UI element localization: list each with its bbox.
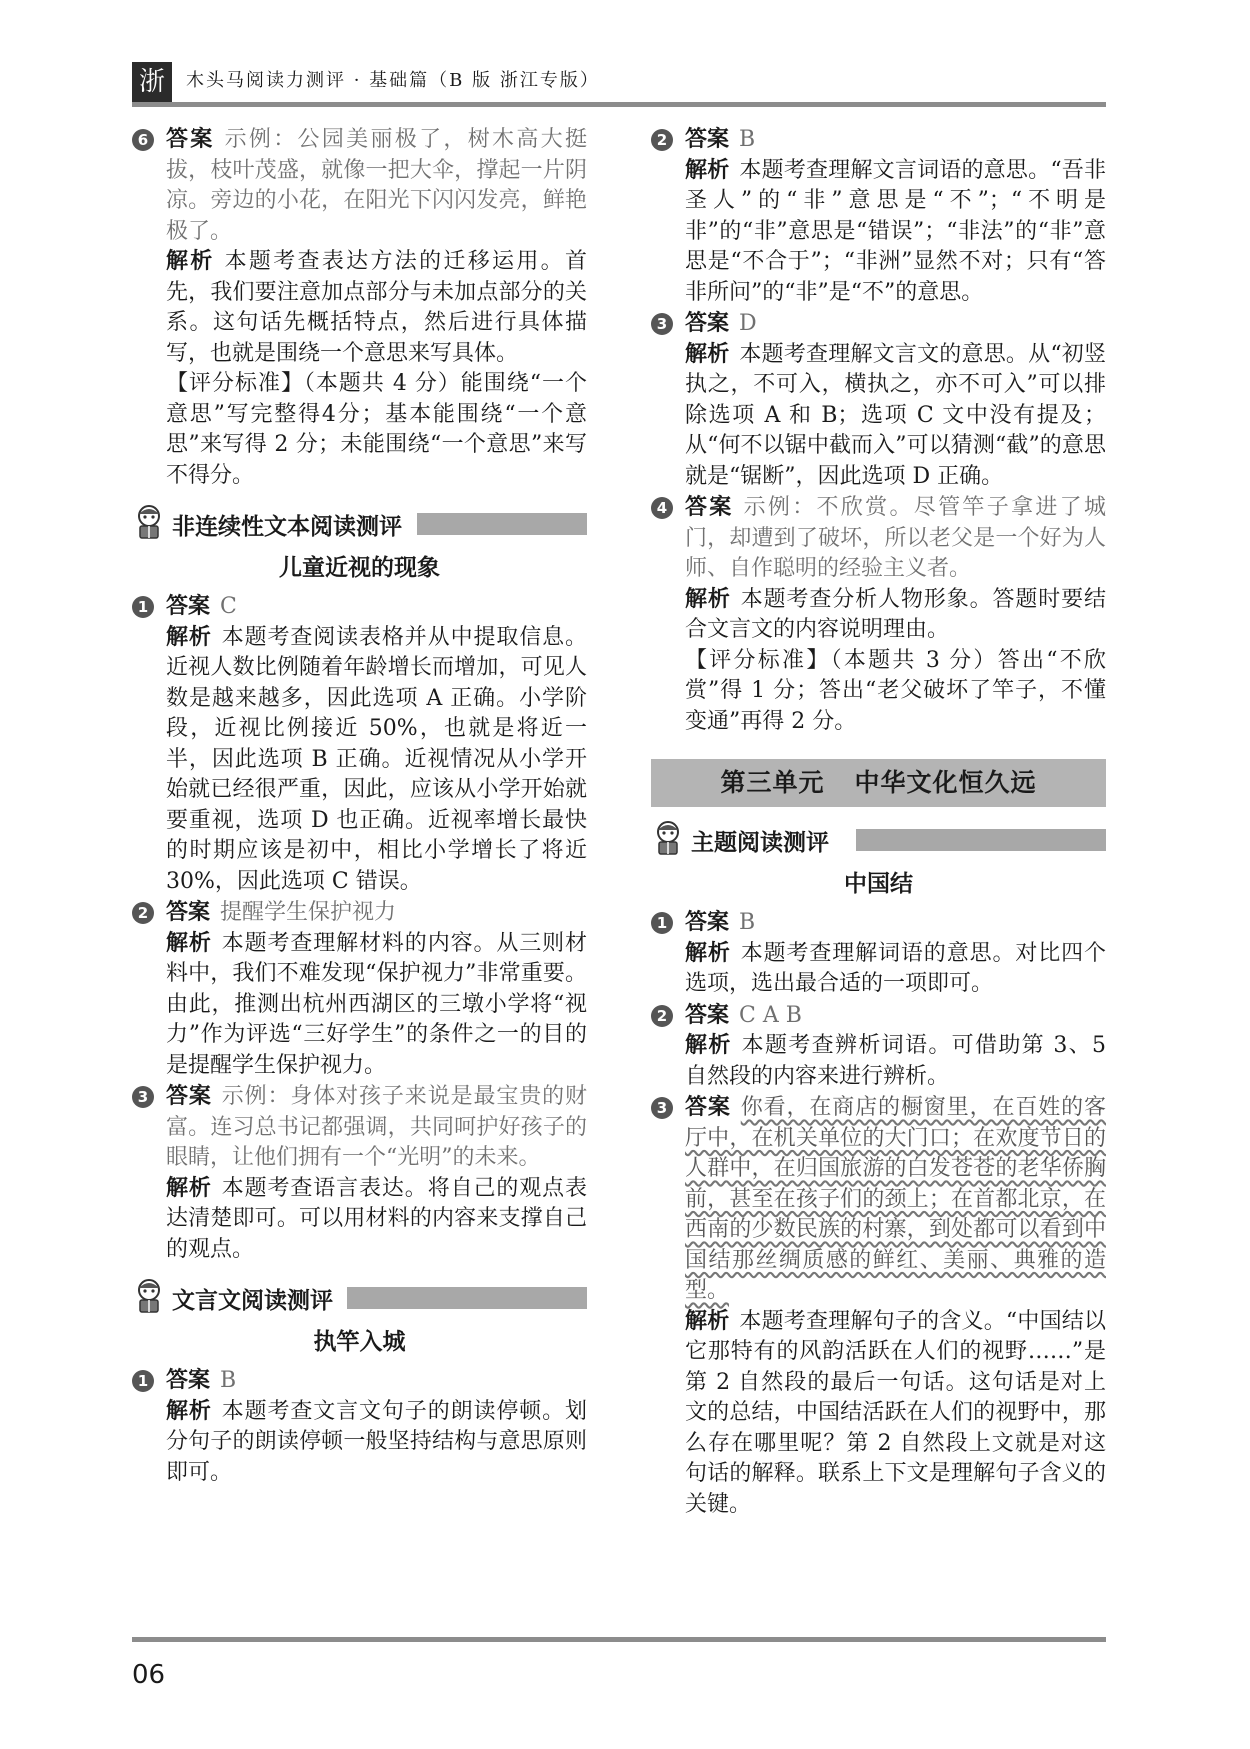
analysis-label: 解析: [685, 157, 730, 183]
answer-label: 答案: [685, 127, 730, 152]
question-3-classical: [651, 309, 1106, 492]
answer-text: 示例：不欣赏。尽管竿子拿进了城门，却遭到了破坏，所以老父是一个好为人师、自作聪明的经验主义者。: [685, 495, 1106, 581]
question-number: 1: [132, 596, 154, 618]
analysis-text: 本题考查理解文言词语的意思。“吾非圣人”的“非”意思是“不”；“不明是非”的“非”意思是“错误”；“非法”的“非”意思是“不合于”；“非洲”显然不对；只有“答非所问”的“非”是“不”的意思。: [685, 157, 1106, 305]
question-4-classical: [651, 493, 1106, 737]
right-column: [651, 125, 1106, 1521]
analysis-label: 解析: [166, 930, 212, 956]
question-number: 1: [651, 912, 673, 934]
article-title: 儿童近视的现象: [279, 555, 440, 581]
question-number: 2: [651, 129, 673, 151]
answer-text: D: [739, 311, 757, 336]
answer-label: 答案: [685, 311, 730, 336]
answer-text: B: [220, 1368, 237, 1393]
question-number: 1: [132, 1370, 154, 1392]
header-rule: [132, 102, 1106, 107]
scoring-criteria: 【评分标准】（本题共 4 分）能围绕“一个意思”写完整得4分；基本能围绕“一个意思”来写得 2 分；未能围绕“一个意思”来写不得分。: [166, 371, 587, 488]
question-6: [132, 125, 587, 491]
student-reading-icon: [132, 505, 166, 541]
answer-label: 答案: [685, 910, 730, 935]
unit-banner: [651, 759, 1106, 807]
analysis-text: 本题考查理解文言文的意思。从“初竖执之，不可入，横执之，亦不可入”可以排除选项 A 和 B；选项 C 文中没有提及；从“何不以锯中截而入”可以猜测“截”的意思就是“锯断”，因此选项 D 正确。: [685, 341, 1106, 489]
question-number: 2: [132, 902, 154, 924]
student-reading-icon: [651, 821, 685, 857]
question-number: 4: [651, 497, 673, 519]
question-number: 3: [132, 1086, 154, 1108]
book-title: 木头马阅读力测评 · 基础篇（B 版 浙江专版）: [186, 70, 600, 91]
answer-label: 答案: [166, 1368, 211, 1393]
question-3-theme: [651, 1093, 1106, 1520]
answer-text: B: [739, 910, 756, 935]
analysis-label: 解析: [685, 1033, 732, 1058]
analysis-text: 本题考查分析人物形象。答题时要结合文言文的内容说明理由。: [685, 586, 1106, 642]
analysis-text: 本题考查理解材料的内容。从三则材料中，我们不难发现“保护视力”非常重要。由此，推测出杭州西湖区的三墩小学将“视力”作为评选“三好学生”的条件之一的目的是提醒学生保护视力。: [166, 930, 587, 1078]
analysis-text: 本题考查文言文句子的朗读停顿。划分句子的朗读停顿一般坚持结构与意思原则即可。: [166, 1398, 587, 1485]
answer-label: 答案: [685, 1002, 730, 1028]
answer-text: 示例：身体对孩子来说是最宝贵的财富。连习总书记都强调，共同呵护好孩子的眼睛，让他们拥有一个“光明”的未来。: [166, 1084, 587, 1170]
question-1: [132, 592, 587, 897]
page-header: [132, 62, 1106, 102]
page-number: 06: [132, 1660, 166, 1690]
answer-label: 答案: [166, 594, 211, 619]
province-badge: 浙: [132, 62, 172, 102]
answer-text: C A B: [739, 1002, 802, 1028]
section-header-nonlinear: [132, 505, 587, 541]
answer-text: 提醒学生保护视力: [220, 900, 397, 925]
analysis-label: 解析: [166, 249, 215, 274]
footer-rule: [132, 1637, 1106, 1642]
section-title: 非连续性文本阅读测评: [172, 514, 402, 540]
unit-number: 第三单元: [720, 768, 825, 797]
analysis-text: 本题考查理解词语的意思。对比四个选项，选出最合适的一项即可。: [685, 940, 1106, 996]
question-number: 2: [651, 1005, 673, 1027]
analysis-text: 本题考查阅读表格并从中提取信息。近视人数比例随着年龄增长而增加，可见人数是越来越多，因此选项 A 正确。小学阶段，近视比例接近 50%，也就是将近一半，因此选项 B 正确。近视情况从小学开始就已经很严重，因此，应该从小学开始就要重视，选项 D 也正确。近视率增长最快的时期应该是初中，相比小学增长了将近 30%，因此选项 C 错误。: [166, 624, 587, 894]
answer-label: 答案: [685, 495, 734, 520]
question-2-classical: [651, 125, 1106, 308]
section-bar: [417, 513, 587, 535]
question-1-theme: [651, 908, 1106, 1000]
question-3: [132, 1082, 587, 1265]
question-number: 3: [651, 313, 673, 335]
answer-label: 答案: [685, 1095, 731, 1120]
answer-text: 你看，在商店的橱窗里，在百姓的客厅中，在机关单位的大门口；在欢度节日的人群中，在归国旅游的白发苍苍的老华侨胸前，甚至在孩子们的颈上；在首都北京，在西南的少数民族的村寨，到处都可以看到中国结那丝绸质感的鲜红、美丽、典雅的造型。: [685, 1095, 1106, 1303]
analysis-label: 解析: [685, 586, 731, 612]
section-header-theme: [651, 821, 1106, 857]
question-1-classical: [132, 1366, 587, 1488]
article-title: 执竿入城: [313, 1329, 406, 1355]
question-number: 3: [651, 1097, 673, 1119]
answer-label: 答案: [166, 900, 211, 925]
analysis-label: 解析: [685, 1308, 730, 1334]
section-bar: [856, 829, 1106, 851]
article-title: 中国结: [844, 871, 913, 897]
unit-title: 中华文化恒久远: [854, 768, 1037, 797]
answer-text: 示例：公园美丽极了，树木高大挺拔，枝叶茂盛，就像一把大伞，撑起一片阴凉。旁边的小花，在阳光下闪闪发亮，鲜艳极了。: [166, 127, 587, 244]
section-title: 文言文阅读测评: [172, 1288, 333, 1314]
student-reading-icon: [132, 1279, 166, 1315]
question-2: [132, 898, 587, 1081]
answer-text: B: [739, 127, 756, 152]
section-title: 主题阅读测评: [691, 830, 829, 856]
question-number: 6: [132, 129, 154, 151]
analysis-text: 本题考查理解句子的含义。“中国结以它那特有的风韵活跃在人们的视野……”是第 2 自然段的最后一句话。这句话是对上文的总结，中国结活跃在人们的视野中，那么存在哪里呢？第 2 自然段上文就是对这句话的解释。联系上下文是理解句子含义的关键。: [685, 1308, 1106, 1517]
analysis-label: 解析: [685, 940, 731, 966]
left-column: [132, 125, 587, 1489]
question-2-theme: [651, 1001, 1106, 1093]
section-bar: [347, 1287, 587, 1309]
section-header-classical: [132, 1279, 587, 1315]
analysis-text: 本题考查语言表达。将自己的观点表达清楚即可。可以用材料的内容来支撑自己的观点。: [166, 1175, 587, 1262]
answer-label: 答案: [166, 127, 215, 152]
answer-label: 答案: [166, 1084, 212, 1109]
analysis-label: 解析: [166, 1398, 212, 1424]
answer-text: C: [220, 594, 237, 619]
analysis-label: 解析: [166, 1175, 212, 1201]
analysis-label: 解析: [685, 341, 730, 367]
analysis-text: 本题考查辨析词语。可借助第 3、5 自然段的内容来进行辨析。: [685, 1033, 1106, 1089]
analysis-text: 本题考查表达方法的迁移运用。首先，我们要注意加点部分与未加点部分的关系。这句话先概括特点，然后进行具体描写，也就是围绕一个意思来写具体。: [166, 249, 587, 366]
scoring-criteria: 【评分标准】（本题共 3 分）答出“不欣赏”得 1 分；答出“老父破坏了竿子，不懂变通”再得 2 分。: [685, 647, 1106, 734]
analysis-label: 解析: [166, 624, 212, 650]
